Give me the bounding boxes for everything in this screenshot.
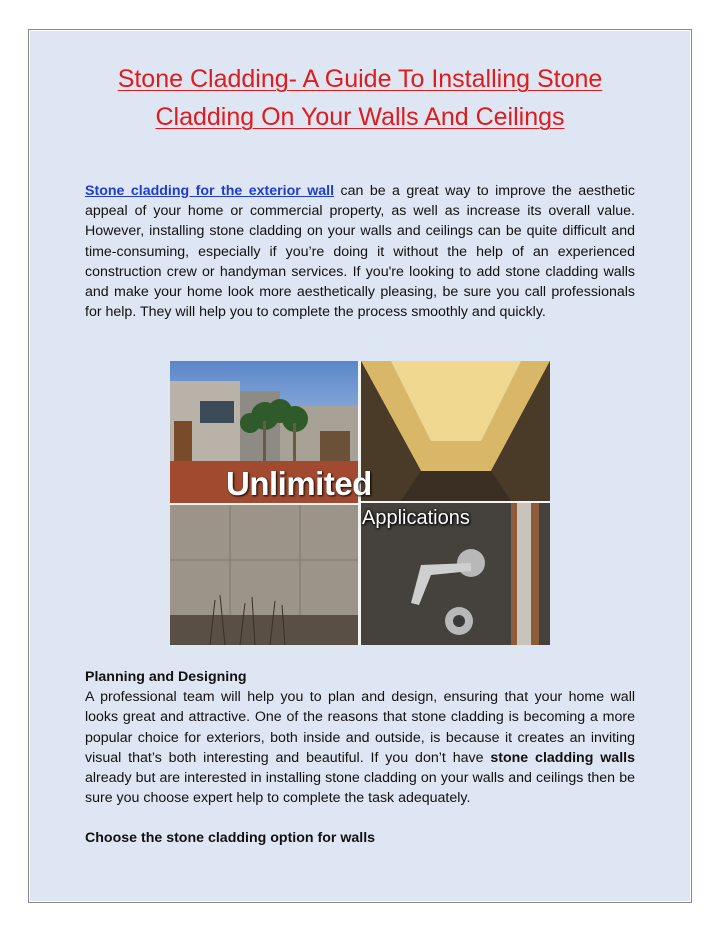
- interior-stone-wall-photo: [170, 505, 358, 645]
- planning-text-after: already but are interested in installing stone cladding on your walls and ceilings then be sure you choose expert help to complete the task adequately.: [85, 770, 635, 807]
- planning-paragraph: [85, 687, 635, 808]
- overlay-unlimited-text: Unlimited: [226, 465, 372, 502]
- intro-paragraph: [85, 181, 635, 322]
- cladding-collage-image: [170, 361, 550, 645]
- title-line-2: Cladding On Your Walls And Ceilings: [155, 103, 565, 131]
- planning-bold-text: stone cladding walls: [490, 749, 635, 766]
- interior-wall-illustration: [170, 505, 358, 645]
- title-line-1: Stone Cladding- A Guide To Installing Stone: [117, 65, 603, 93]
- document-title: [0, 60, 720, 136]
- ceiling-cladding-photo: [361, 361, 550, 501]
- planning-heading: Planning and Designing: [85, 669, 247, 685]
- planning-text-before: A professional team will help you to plan and design, ensuring that your home wall looks great and attractive. One of the reasons that stone cladding is becoming a more popular choice for exteriors, both inside and outside, is because it creates an inviting visual that’s both interesting and beautiful. If you don’t have: [85, 689, 635, 766]
- overlay-applications-text: Applications: [362, 507, 470, 529]
- exterior-wall-link[interactable]: Stone cladding for the exterior wall: [85, 183, 335, 199]
- choose-heading: Choose the stone cladding option for walls: [85, 830, 376, 846]
- planning-section: [85, 667, 635, 808]
- intro-text: can be a great way to improve the aesthetic appeal of your home or commercial property, as well as increase its overall value. However, installing stone cladding on your walls and ceilings can be quite difficult and time-consuming, especially if you’re doing it without the help of an experienced construction crew or handyman services. If you're looking to add stone cladding walls and make your home look more aesthetically pleasing, be sure you call professionals for help. They will help you to complete the process smoothly and quickly.: [85, 183, 636, 321]
- ceiling-illustration: [361, 361, 550, 501]
